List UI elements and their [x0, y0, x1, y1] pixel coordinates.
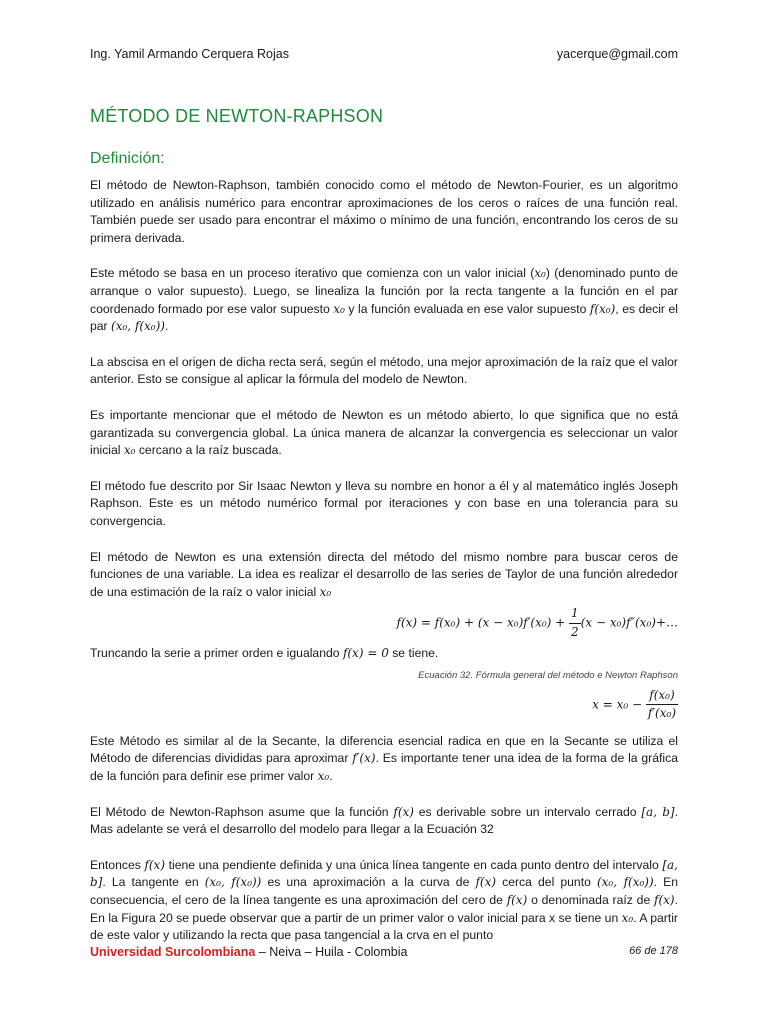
- footer-location: – Neiva – Huila - Colombia: [255, 945, 408, 959]
- university-name: Universidad Surcolombiana: [90, 945, 256, 959]
- author-name: Ing. Yamil Armando Cerquera Rojas: [90, 47, 289, 61]
- fraction-newton: $\frac{\text{f(x₀)}}{\text{f′(x₀)}}$: [647, 687, 676, 721]
- math-fx: f(x): [475, 875, 497, 890]
- page-footer: [90, 945, 678, 959]
- paragraph-8: Este Método es similar al de la Secante, la diferencia esencial radica en que en la Secante se utiliza el Método de diferencias divididas para aproximar f′(x). Es importante tener una idea de la forma de la gráfica de la función para definir ese primer valor x₀.: [90, 733, 678, 784]
- fraction-half: $\frac{1}{2}$: [571, 606, 579, 639]
- paragraph-5: El método fue descrito por Sir Isaac Newton y lleva su nombre en honor a él y al matemático inglés Joseph Raphson. Este es un método numérico formal por iteraciones y con base en una tolerancia para su convergencia.: [90, 478, 678, 528]
- paragraph-9: El Método de Newton-Raphson asume que la función f(x) es derivable sobre un intervalo cerrado [a, b]. Mas adelante se verá el desarrollo del modelo para llegar a la Ecuación 32: [90, 804, 678, 837]
- paragraph-10: Entonces f(x) tiene una pendiente definida y una única línea tangente en cada punto dentro del intervalo [a, b]. La tangente en (x₀, f(x₀)) es una aproximación a la curva de f(x) cerca del punto (x₀, f(x₀)). En consecuencia, el cero de la línea tangente es una aproximación del cero de f(x) o denominada raíz de f(x). En la Figura 20 se puede observar que a partir de un primer valor o valor inicial para x se tiene un x₀. A partir de este valor y utilizando la recta que pasa tangencial a la crva en el punto: [90, 857, 679, 943]
- math-fx-eq0: f(x) = 0: [342, 646, 389, 661]
- math-fx: f(x): [654, 893, 675, 907]
- math-x0: x₀: [534, 266, 546, 281]
- author-email: yacerque@gmail.com: [556, 47, 678, 61]
- paragraph-7: Truncando la serie a primer orden e igualando f(x) = 0 se tiene.: [90, 646, 439, 661]
- math-pair: (x₀, f(x₀)): [596, 875, 654, 890]
- section-heading: Definición:: [90, 150, 165, 167]
- math-x0: x₀: [333, 301, 345, 316]
- paragraph-3: La abscisa en el origen de dicha recta será, según el método, una mejor aproximación de la raíz que el valor anterior. Esto se consigue al aplicar la fórmula del modelo de Newton.: [90, 354, 678, 387]
- math-fx: f(x): [144, 857, 165, 872]
- paragraph-1: El método de Newton-Raphson, también conocido como el método de Newton-Fourier, es un algoritmo utilizado en análisis numérico para encontrar aproximaciones de los ceros o raíces de una función real. También puede ser usado para encontrar el máximo o mínimo de una función, encontrando los ceros de su primera derivada.: [90, 178, 678, 245]
- paragraph-4: Es importante mencionar que el método de Newton es un método abierto, lo que significa que no está garantizada su convergencia global. La única manera de alcanzar la convergencia es seleccionar un valor inicial x₀ cercano a la raíz buscada.: [90, 407, 678, 458]
- paragraph-2: Este método se basa en un proceso iterativo que comienza con un valor inicial (x₀) (denominado punto de arranque o valor supuesto). Luego, se linealiza la función por la recta tangente a la función en el par coordenado formado por ese valor supuesto x₀ y la función evaluada en ese valor supuesto f(x₀), es decir el par (x₀, f(x₀)).: [90, 266, 679, 334]
- document-title: MÉTODO DE NEWTON-RAPHSON: [90, 106, 384, 126]
- math-fpx: f′(x): [352, 751, 376, 766]
- math-x0: x₀: [319, 584, 332, 599]
- math-fx0: f(x₀): [589, 301, 616, 316]
- math-x0: x₀: [621, 910, 634, 925]
- math-x0: x₀: [123, 443, 136, 458]
- taylor-equation: f(x) = f(x₀) + (x − x₀)f′(x₀) + $\frac{1}{2}$ (x − x₀)f″(x₀)+…: [90, 605, 678, 641]
- math-interval: [a, b]: [90, 857, 678, 890]
- document-body: [90, 177, 678, 963]
- paragraph-6: El método de Newton es una extensión directa del método del mismo nombre para buscar ceros de funciones de una variable. La idea es realizar el desarrollo de las series de Taylor de una función alrededor de una estimación de la raíz o valor inicial x₀: [90, 549, 678, 599]
- newton-equation: x = x₀ − $\frac{\text{f(x₀)}}{\text{f′(x₀)}}$: [90, 687, 678, 723]
- math-x0: x₀: [317, 769, 330, 784]
- math-interval: [a, b]: [641, 804, 675, 819]
- math-pair: (x₀, f(x₀)): [204, 875, 262, 890]
- math-pair: (x₀, f(x₀)): [111, 319, 165, 334]
- page-number: 66 de 178: [629, 945, 678, 957]
- math-fx: f(x): [506, 893, 528, 907]
- page-header: [90, 47, 678, 61]
- equation-caption: Ecuación 32. Fórmula general del método e Newton Raphson: [418, 670, 678, 682]
- math-fx: f(x): [393, 804, 414, 819]
